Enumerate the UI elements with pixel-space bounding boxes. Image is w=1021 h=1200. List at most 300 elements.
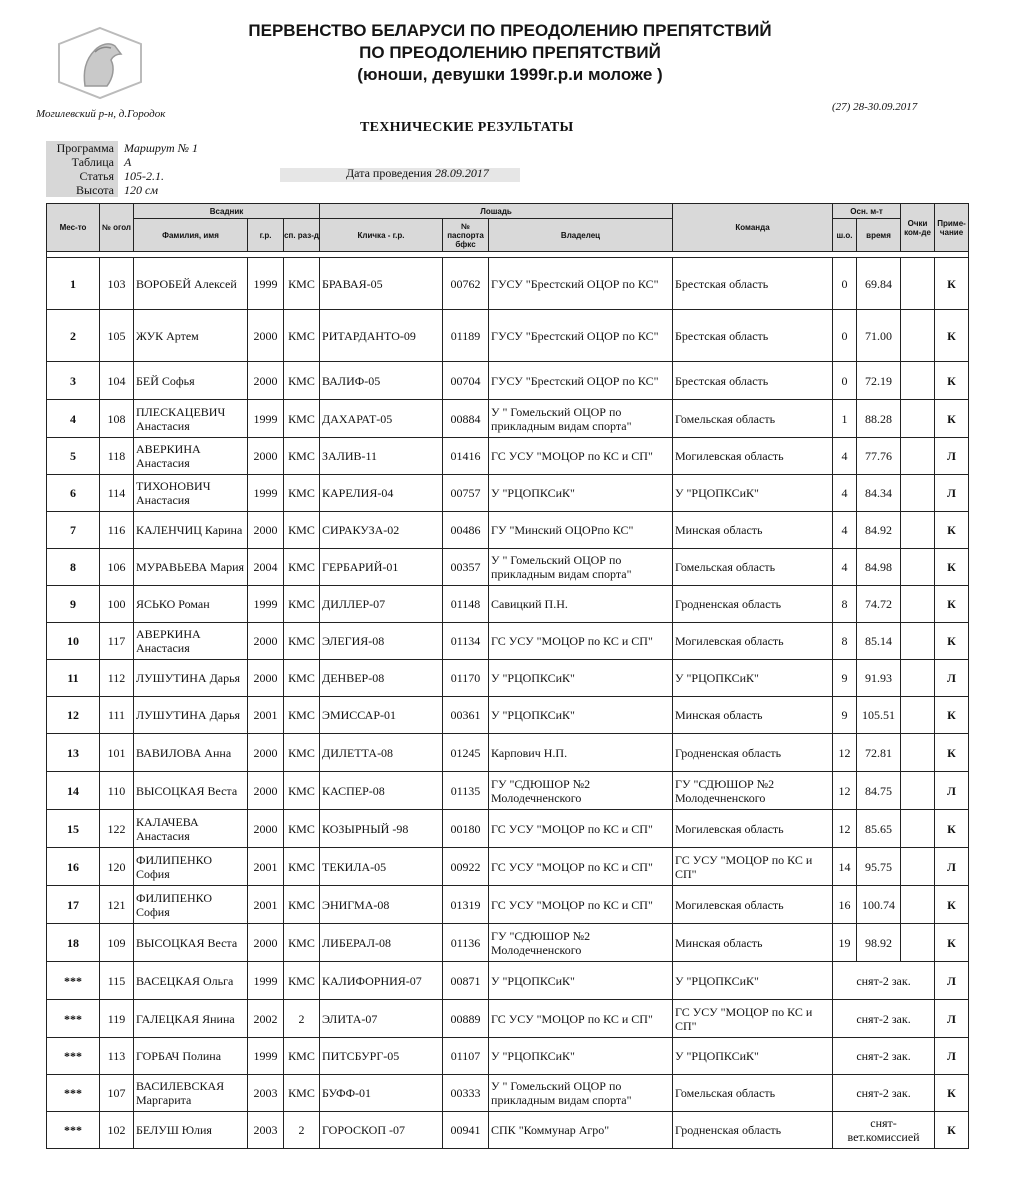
passport-cell: 01245 <box>443 734 489 772</box>
col-passport: № паспорта бфкс <box>443 219 489 252</box>
place-cell: 15 <box>47 810 100 848</box>
note-cell: К <box>935 549 969 586</box>
removed-status-cell: снят-2 зак. <box>833 1038 935 1075</box>
place-cell: 17 <box>47 886 100 924</box>
result-row <box>47 400 969 438</box>
penalties-cell: 9 <box>833 697 857 734</box>
rider-name-cell: БЕЛУШ Юлия <box>134 1112 248 1149</box>
note-cell: Л <box>935 962 969 1000</box>
team-cell: У "РЦОПКСиК" <box>673 962 833 1000</box>
team-cell: Гомельская область <box>673 1075 833 1112</box>
place-cell: 6 <box>47 475 100 512</box>
results-table <box>46 203 969 1149</box>
team-points-cell <box>901 362 935 400</box>
competition-meta <box>46 141 198 197</box>
birth-year-cell: 2001 <box>248 697 284 734</box>
result-row <box>47 697 969 734</box>
owner-cell: ГС УСУ "МОЦОР по КС и СП" <box>489 1000 673 1038</box>
category-cell: КМС <box>284 810 320 848</box>
category-cell: КМС <box>284 438 320 475</box>
col-rider-name: Фамилия, имя <box>134 219 248 252</box>
penalties-cell: 4 <box>833 549 857 586</box>
time-cell: 100.74 <box>857 886 901 924</box>
note-cell: К <box>935 697 969 734</box>
col-category: сп. раз-д <box>284 219 320 252</box>
category-cell: КМС <box>284 549 320 586</box>
rider-name-cell: АВЕРКИНА Анастасия <box>134 623 248 660</box>
penalties-cell: 14 <box>833 848 857 886</box>
article-value: 105-2.1. <box>124 169 164 183</box>
height-label: Высота <box>46 183 118 197</box>
category-cell: КМС <box>284 258 320 310</box>
passport-cell: 01136 <box>443 924 489 962</box>
horse-name-cell: ГОРОСКОП -07 <box>320 1112 443 1149</box>
owner-cell: СПК "Коммунар Агро" <box>489 1112 673 1149</box>
number-cell: 118 <box>100 438 134 475</box>
place-cell: 4 <box>47 400 100 438</box>
note-cell: Л <box>935 438 969 475</box>
number-cell: 115 <box>100 962 134 1000</box>
birth-year-cell: 2003 <box>248 1075 284 1112</box>
horse-head-logo-icon <box>55 24 145 102</box>
rider-name-cell: ЯСЬКО Роман <box>134 586 248 623</box>
rider-name-cell: ВАСИЛЕВСКАЯ Маргарита <box>134 1075 248 1112</box>
rider-name-cell: ВЫСОЦКАЯ Веста <box>134 924 248 962</box>
category-cell: КМС <box>284 512 320 549</box>
category-cell: КМС <box>284 734 320 772</box>
removed-status-cell: снят-2 зак. <box>833 1000 935 1038</box>
passport-cell: 01135 <box>443 772 489 810</box>
birth-year-cell: 1999 <box>248 475 284 512</box>
penalties-cell: 12 <box>833 810 857 848</box>
horse-name-cell: ДИЛЛЕР-07 <box>320 586 443 623</box>
horse-name-cell: ВАЛИФ-05 <box>320 362 443 400</box>
penalties-cell: 4 <box>833 512 857 549</box>
result-row <box>47 660 969 697</box>
team-points-cell <box>901 310 935 362</box>
number-cell: 117 <box>100 623 134 660</box>
place-cell: 3 <box>47 362 100 400</box>
passport-cell: 01148 <box>443 586 489 623</box>
passport-cell: 00757 <box>443 475 489 512</box>
note-cell: Л <box>935 1038 969 1075</box>
penalties-cell: 16 <box>833 886 857 924</box>
col-horse-group: Лошадь <box>320 204 673 219</box>
result-row <box>47 1038 969 1075</box>
category-cell: КМС <box>284 848 320 886</box>
result-row <box>47 810 969 848</box>
passport-cell: 00333 <box>443 1075 489 1112</box>
title-line-3: (юноши, девушки 1999г.р.и моложе ) <box>357 65 663 84</box>
team-points-cell <box>901 886 935 924</box>
place-cell: 11 <box>47 660 100 697</box>
time-cell: 105.51 <box>857 697 901 734</box>
horse-name-cell: СИРАКУЗА-02 <box>320 512 443 549</box>
penalties-cell: 9 <box>833 660 857 697</box>
penalties-cell: 8 <box>833 586 857 623</box>
note-cell: К <box>935 310 969 362</box>
team-cell: Минская область <box>673 512 833 549</box>
passport-cell: 01189 <box>443 310 489 362</box>
birth-year-cell: 2000 <box>248 810 284 848</box>
penalties-cell: 12 <box>833 734 857 772</box>
horse-name-cell: ДАХАРАТ-05 <box>320 400 443 438</box>
team-cell: Брестская область <box>673 362 833 400</box>
team-cell: У "РЦОПКСиК" <box>673 660 833 697</box>
place-cell: 5 <box>47 438 100 475</box>
col-main-route: Осн. м-т <box>833 204 901 219</box>
program-label: Программа <box>46 141 118 155</box>
col-number: № огол <box>100 204 134 252</box>
number-cell: 102 <box>100 1112 134 1149</box>
penalties-cell: 8 <box>833 623 857 660</box>
horse-name-cell: КОЗЫРНЫЙ -98 <box>320 810 443 848</box>
place-cell: *** <box>47 1000 100 1038</box>
owner-cell: Савицкий П.Н. <box>489 586 673 623</box>
horse-name-cell: РИТАРДАНТО-09 <box>320 310 443 362</box>
passport-cell: 00180 <box>443 810 489 848</box>
rider-name-cell: ЛУШУТИНА Дарья <box>134 660 248 697</box>
owner-cell: ГС УСУ "МОЦОР по КС и СП" <box>489 623 673 660</box>
number-cell: 103 <box>100 258 134 310</box>
horse-name-cell: ДИЛЕТТА-08 <box>320 734 443 772</box>
passport-cell: 01134 <box>443 623 489 660</box>
team-points-cell <box>901 438 935 475</box>
note-cell: Л <box>935 1000 969 1038</box>
owner-cell: У "РЦОПКСиК" <box>489 660 673 697</box>
penalties-cell: 0 <box>833 258 857 310</box>
horse-name-cell: ПИТСБУРГ-05 <box>320 1038 443 1075</box>
passport-cell: 00922 <box>443 848 489 886</box>
penalties-cell: 4 <box>833 475 857 512</box>
number-cell: 121 <box>100 886 134 924</box>
result-row <box>47 475 969 512</box>
horse-name-cell: ЛИБЕРАЛ-08 <box>320 924 443 962</box>
category-cell: КМС <box>284 772 320 810</box>
category-cell: КМС <box>284 400 320 438</box>
team-cell: Минская область <box>673 697 833 734</box>
date-label: Дата проведения <box>346 166 432 180</box>
title-line-1: ПЕРВЕНСТВО БЕЛАРУСИ ПО ПРЕОДОЛЕНИЮ ПРЕПЯТСТВИЙ <box>248 21 772 40</box>
category-cell: КМС <box>284 586 320 623</box>
horse-name-cell: ЭМИССАР-01 <box>320 697 443 734</box>
rider-name-cell: ЛУШУТИНА Дарья <box>134 697 248 734</box>
note-cell: К <box>935 810 969 848</box>
number-cell: 107 <box>100 1075 134 1112</box>
result-row <box>47 772 969 810</box>
category-cell: 2 <box>284 1112 320 1149</box>
passport-cell: 00704 <box>443 362 489 400</box>
result-row <box>47 924 969 962</box>
rider-name-cell: КАЛАЧЕВА Анастасия <box>134 810 248 848</box>
rider-name-cell: БЕЙ Софья <box>134 362 248 400</box>
category-cell: КМС <box>284 1075 320 1112</box>
result-row <box>47 512 969 549</box>
result-row <box>47 362 969 400</box>
team-points-cell <box>901 697 935 734</box>
place-cell: 1 <box>47 258 100 310</box>
time-cell: 85.65 <box>857 810 901 848</box>
owner-cell: У " Гомельский ОЦОР по прикладным видам спорта" <box>489 400 673 438</box>
note-cell: К <box>935 734 969 772</box>
number-cell: 113 <box>100 1038 134 1075</box>
rider-name-cell: ФИЛИПЕНКО София <box>134 848 248 886</box>
col-note: Приме-чание <box>935 204 969 252</box>
passport-cell: 00762 <box>443 258 489 310</box>
time-cell: 84.98 <box>857 549 901 586</box>
horse-name-cell: ЭЛИТА-07 <box>320 1000 443 1038</box>
team-cell: Могилевская область <box>673 623 833 660</box>
place-cell: 16 <box>47 848 100 886</box>
owner-cell: У " Гомельский ОЦОР по прикладным видам спорта" <box>489 1075 673 1112</box>
passport-cell: 00486 <box>443 512 489 549</box>
number-cell: 100 <box>100 586 134 623</box>
passport-cell: 00884 <box>443 400 489 438</box>
team-cell: Могилевская область <box>673 438 833 475</box>
note-cell: Л <box>935 772 969 810</box>
team-cell: Брестская область <box>673 258 833 310</box>
owner-cell: ГУ "СДЮШОР №2 Молодечненского <box>489 772 673 810</box>
event-location: Могилевский р-н, д.Городок <box>36 108 166 120</box>
article-label: Статья <box>46 169 118 183</box>
team-cell: Гродненская область <box>673 1112 833 1149</box>
time-cell: 84.75 <box>857 772 901 810</box>
place-cell: 8 <box>47 549 100 586</box>
owner-cell: ГУСУ "Брестский ОЦОР по КС" <box>489 258 673 310</box>
birth-year-cell: 1999 <box>248 962 284 1000</box>
place-cell: 10 <box>47 623 100 660</box>
birth-year-cell: 1999 <box>248 400 284 438</box>
owner-cell: ГУСУ "Брестский ОЦОР по КС" <box>489 310 673 362</box>
time-cell: 71.00 <box>857 310 901 362</box>
birth-year-cell: 1999 <box>248 258 284 310</box>
rider-name-cell: ВАВИЛОВА Анна <box>134 734 248 772</box>
place-cell: 13 <box>47 734 100 772</box>
note-cell: К <box>935 258 969 310</box>
penalties-cell: 0 <box>833 310 857 362</box>
number-cell: 116 <box>100 512 134 549</box>
passport-cell: 00361 <box>443 697 489 734</box>
owner-cell: ГС УСУ "МОЦОР по КС и СП" <box>489 886 673 924</box>
team-points-cell <box>901 586 935 623</box>
note-cell: К <box>935 886 969 924</box>
rider-name-cell: ВОРОБЕЙ Алексей <box>134 258 248 310</box>
team-points-cell <box>901 924 935 962</box>
note-cell: К <box>935 400 969 438</box>
note-cell: К <box>935 362 969 400</box>
col-penalties: ш.о. <box>833 219 857 252</box>
team-points-cell <box>901 660 935 697</box>
team-points-cell <box>901 400 935 438</box>
owner-cell: У " Гомельский ОЦОР по прикладным видам спорта" <box>489 549 673 586</box>
place-cell: 9 <box>47 586 100 623</box>
time-cell: 91.93 <box>857 660 901 697</box>
rider-name-cell: ЖУК Артем <box>134 310 248 362</box>
rider-name-cell: ТИХОНОВИЧ Анастасия <box>134 475 248 512</box>
result-row <box>47 962 969 1000</box>
team-points-cell <box>901 549 935 586</box>
note-cell: Л <box>935 475 969 512</box>
birth-year-cell: 2002 <box>248 1000 284 1038</box>
horse-name-cell: БУФФ-01 <box>320 1075 443 1112</box>
note-cell: К <box>935 924 969 962</box>
results-body <box>47 252 969 1149</box>
time-cell: 98.92 <box>857 924 901 962</box>
birth-year-cell: 2001 <box>248 886 284 924</box>
owner-cell: ГУСУ "Брестский ОЦОР по КС" <box>489 362 673 400</box>
number-cell: 104 <box>100 362 134 400</box>
passport-cell: 00941 <box>443 1112 489 1149</box>
time-cell: 72.19 <box>857 362 901 400</box>
number-cell: 110 <box>100 772 134 810</box>
result-row <box>47 623 969 660</box>
time-cell: 84.34 <box>857 475 901 512</box>
report-subtitle: ТЕХНИЧЕСКИЕ РЕЗУЛЬТАТЫ <box>360 120 574 135</box>
place-cell: 2 <box>47 310 100 362</box>
place-cell: *** <box>47 962 100 1000</box>
category-cell: КМС <box>284 697 320 734</box>
horse-name-cell: КАЛИФОРНИЯ-07 <box>320 962 443 1000</box>
horse-name-cell: КАРЕЛИЯ-04 <box>320 475 443 512</box>
col-time: время <box>857 219 901 252</box>
birth-year-cell: 2000 <box>248 438 284 475</box>
team-cell: Гомельская область <box>673 549 833 586</box>
team-points-cell <box>901 475 935 512</box>
passport-cell: 01319 <box>443 886 489 924</box>
penalties-cell: 19 <box>833 924 857 962</box>
passport-cell: 01107 <box>443 1038 489 1075</box>
rider-name-cell: МУРАВЬЕВА Мария <box>134 549 248 586</box>
col-place: Мес-то <box>47 204 100 252</box>
passport-cell: 00889 <box>443 1000 489 1038</box>
table-label: Таблица <box>46 155 118 169</box>
birth-year-cell: 2000 <box>248 623 284 660</box>
time-cell: 72.81 <box>857 734 901 772</box>
category-cell: КМС <box>284 310 320 362</box>
place-cell: 14 <box>47 772 100 810</box>
owner-cell: ГС УСУ "МОЦОР по КС и СП" <box>489 438 673 475</box>
col-owner: Владелец <box>489 219 673 252</box>
team-points-cell <box>901 623 935 660</box>
category-cell: КМС <box>284 1038 320 1075</box>
category-cell: КМС <box>284 475 320 512</box>
note-cell: Л <box>935 660 969 697</box>
date-value: 28.09.2017 <box>434 166 489 180</box>
team-cell: Минская область <box>673 924 833 962</box>
category-cell: КМС <box>284 962 320 1000</box>
rider-name-cell: АВЕРКИНА Анастасия <box>134 438 248 475</box>
place-cell: 7 <box>47 512 100 549</box>
result-row <box>47 586 969 623</box>
passport-cell: 00357 <box>443 549 489 586</box>
place-cell: 12 <box>47 697 100 734</box>
result-row <box>47 549 969 586</box>
program-value: Маршрут № 1 <box>124 141 199 155</box>
col-team-points: Очки ком-де <box>901 204 935 252</box>
event-date <box>346 166 489 181</box>
time-cell: 95.75 <box>857 848 901 886</box>
birth-year-cell: 1999 <box>248 586 284 623</box>
time-cell: 74.72 <box>857 586 901 623</box>
time-cell: 85.14 <box>857 623 901 660</box>
birth-year-cell: 2000 <box>248 310 284 362</box>
note-cell: К <box>935 586 969 623</box>
rider-name-cell: ГОРБАЧ Полина <box>134 1038 248 1075</box>
horse-name-cell: ГЕРБАРИЙ-01 <box>320 549 443 586</box>
team-cell: У "РЦОПКСиК" <box>673 1038 833 1075</box>
note-cell: К <box>935 512 969 549</box>
col-birth-year: г.р. <box>248 219 284 252</box>
team-points-cell <box>901 848 935 886</box>
table-value: А <box>124 155 132 169</box>
rider-name-cell: ПЛЕСКАЦЕВИЧ Анастасия <box>134 400 248 438</box>
result-row <box>47 886 969 924</box>
time-cell: 77.76 <box>857 438 901 475</box>
place-cell: *** <box>47 1075 100 1112</box>
note-cell: Л <box>935 848 969 886</box>
passport-cell: 01170 <box>443 660 489 697</box>
team-cell: Гомельская область <box>673 400 833 438</box>
horse-name-cell: ЭНИГМА-08 <box>320 886 443 924</box>
owner-cell: Карпович Н.П. <box>489 734 673 772</box>
time-cell: 88.28 <box>857 400 901 438</box>
removed-status-cell: снят- вет.комиссией <box>833 1112 935 1149</box>
time-cell: 69.84 <box>857 258 901 310</box>
number-cell: 114 <box>100 475 134 512</box>
place-cell: 18 <box>47 924 100 962</box>
horse-name-cell: КАСПЕР-08 <box>320 772 443 810</box>
category-cell: КМС <box>284 886 320 924</box>
birth-year-cell: 2000 <box>248 924 284 962</box>
number-cell: 109 <box>100 924 134 962</box>
result-row <box>47 438 969 475</box>
number-cell: 119 <box>100 1000 134 1038</box>
note-cell: К <box>935 623 969 660</box>
event-dates: (27) 28-30.09.2017 <box>832 101 918 113</box>
number-cell: 112 <box>100 660 134 697</box>
penalties-cell: 1 <box>833 400 857 438</box>
birth-year-cell: 2000 <box>248 734 284 772</box>
document-title <box>180 20 840 86</box>
birth-year-cell: 1999 <box>248 1038 284 1075</box>
result-row <box>47 258 969 310</box>
rider-name-cell: ГАЛЕЦКАЯ Янина <box>134 1000 248 1038</box>
number-cell: 120 <box>100 848 134 886</box>
horse-name-cell: ЭЛЕГИЯ-08 <box>320 623 443 660</box>
owner-cell: У "РЦОПКСиК" <box>489 697 673 734</box>
team-cell: У "РЦОПКСиК" <box>673 475 833 512</box>
horse-name-cell: БРАВАЯ-05 <box>320 258 443 310</box>
team-points-cell <box>901 512 935 549</box>
result-row <box>47 1112 969 1149</box>
category-cell: КМС <box>284 924 320 962</box>
penalties-cell: 12 <box>833 772 857 810</box>
title-line-2: ПО ПРЕОДОЛЕНИЮ ПРЕПЯТСТВИЙ <box>359 43 661 62</box>
place-cell: *** <box>47 1112 100 1149</box>
team-cell: Гродненская область <box>673 734 833 772</box>
category-cell: 2 <box>284 1000 320 1038</box>
number-cell: 106 <box>100 549 134 586</box>
col-rider-group: Всадник <box>134 204 320 219</box>
passport-cell: 00871 <box>443 962 489 1000</box>
result-row <box>47 1000 969 1038</box>
owner-cell: ГУ "Минский ОЦОРпо КС" <box>489 512 673 549</box>
penalties-cell: 0 <box>833 362 857 400</box>
owner-cell: У "РЦОПКСиК" <box>489 962 673 1000</box>
number-cell: 122 <box>100 810 134 848</box>
horse-name-cell: ДЕНВЕР-08 <box>320 660 443 697</box>
birth-year-cell: 2000 <box>248 772 284 810</box>
